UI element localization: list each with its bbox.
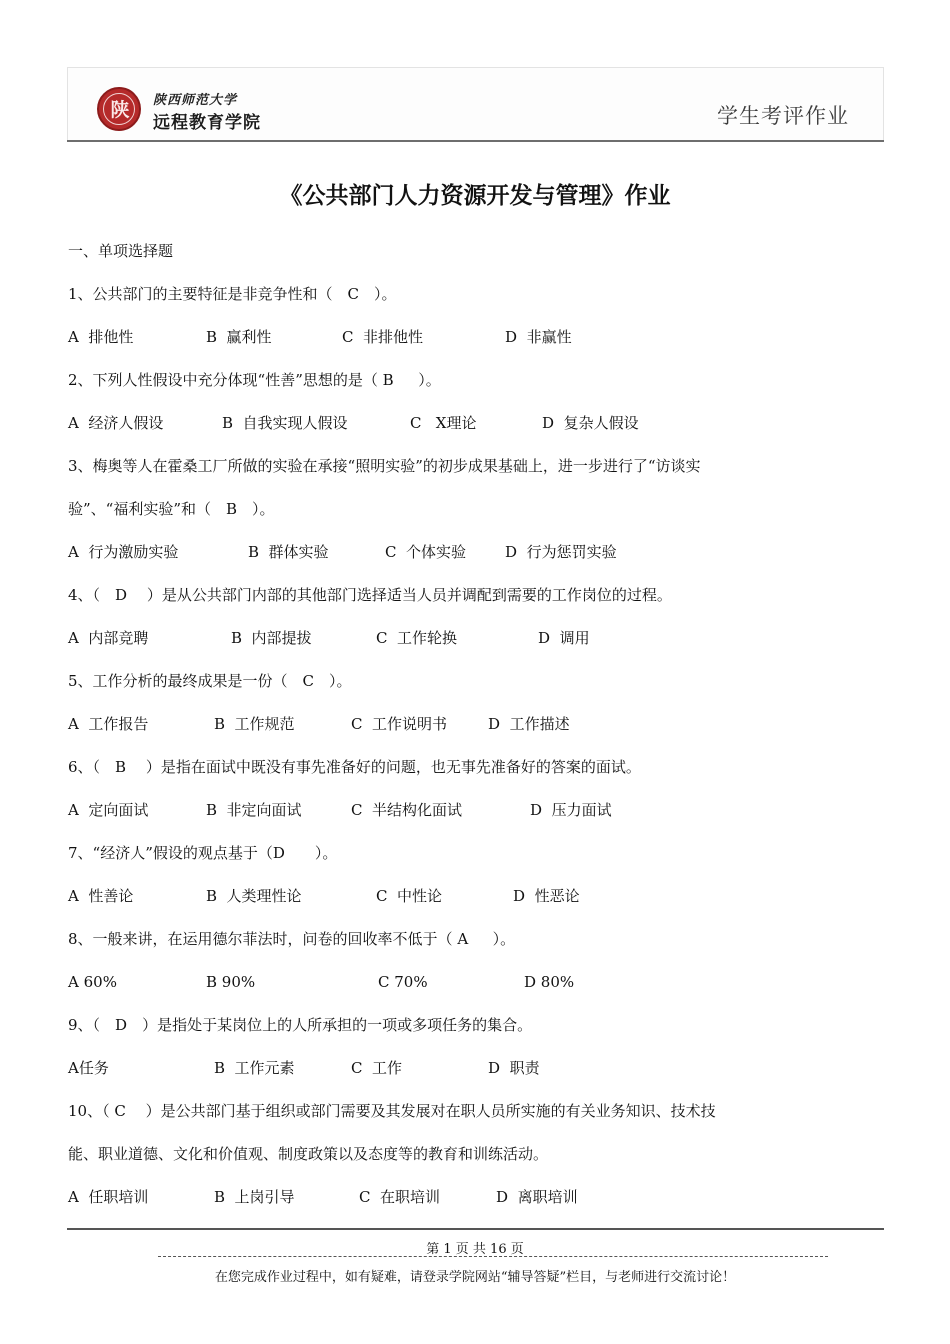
q3-option-a: A 行为激励实验 <box>68 543 179 561</box>
q2-option-d: D 复杂人假设 <box>542 414 639 432</box>
q1-option-b: B 赢利性 <box>206 328 272 346</box>
q1-option-c: C 非排他性 <box>342 328 424 346</box>
footer-dashed-divider <box>158 1256 828 1257</box>
question-1: 1、公共部门的主要特征是非竞争性和（ C ）。 <box>68 285 397 303</box>
document-title: 《公共部门人力资源开发与管理》作业 <box>279 183 671 209</box>
q5-option-b: B 工作规范 <box>214 715 295 733</box>
question-2: 2、下列人性假设中充分体现“性善”思想的是（ B ）。 <box>68 371 441 389</box>
page-number: 第 1 页 共 16 页 <box>426 1242 524 1257</box>
q7-option-b: B 人类理性论 <box>206 887 302 905</box>
q8-option-c: C 70% <box>378 973 428 991</box>
q10-option-a: A 任职培训 <box>68 1188 149 1206</box>
q2-option-b: B 自我实现人假设 <box>222 414 348 432</box>
q3-option-d: D 行为惩罚实验 <box>505 543 617 561</box>
q7-option-c: C 中性论 <box>376 887 443 905</box>
seal-ring <box>103 93 135 125</box>
q8-option-b: B 90% <box>206 973 256 991</box>
q8-option-a: A 60% <box>68 973 117 991</box>
q2-option-c: C X理论 <box>410 414 477 432</box>
document-type: 学生考评作业 <box>717 104 849 128</box>
q9-option-a: A任务 <box>68 1059 109 1077</box>
question-9: 9、（ D ）是指处于某岗位上的人所承担的一项或多项任务的集合。 <box>68 1016 533 1034</box>
seal-character: 陕 <box>110 99 130 121</box>
school-name: 远程教育学院 <box>153 113 261 133</box>
page-header <box>67 67 884 141</box>
q5-option-c: C 工作说明书 <box>351 715 448 733</box>
q9-option-d: D 职责 <box>488 1059 540 1077</box>
q1-option-a: A 排他性 <box>68 328 134 346</box>
university-name: 陕西师范大学 <box>153 93 238 108</box>
q7-option-a: A 性善论 <box>68 887 134 905</box>
question-8: 8、一般来讲，在运用德尔菲法时，问卷的回收率不低于（ A ）。 <box>68 930 516 948</box>
q5-option-a: A 工作报告 <box>68 715 149 733</box>
q4-option-d: D 调用 <box>538 629 590 647</box>
question-3-cont: 验”、“福利实验”和（ B ）。 <box>68 500 275 518</box>
q10-option-d: D 离职培训 <box>496 1188 578 1206</box>
q1-option-d: D 非赢性 <box>505 328 572 346</box>
header-divider <box>67 140 884 142</box>
q10-option-b: B 上岗引导 <box>214 1188 295 1206</box>
question-7: 7、“经济人”假设的观点基于（D ）。 <box>68 844 338 862</box>
footer-divider <box>67 1228 884 1230</box>
question-10-cont: 能、职业道德、文化和价值观、制度政策以及态度等的教育和训练活动。 <box>68 1145 549 1163</box>
question-10: 10、（ C ）是公共部门基于组织或部门需要及其发展对在职人员所实施的有关业务知识、技术技 <box>68 1102 716 1120</box>
q2-option-a: A 经济人假设 <box>68 414 164 432</box>
q6-option-c: C 半结构化面试 <box>351 801 463 819</box>
q3-option-b: B 群体实验 <box>248 543 329 561</box>
q6-option-d: D 压力面试 <box>530 801 612 819</box>
section-heading: 一、单项选择题 <box>68 242 174 260</box>
q6-option-a: A 定向面试 <box>68 801 149 819</box>
q9-option-c: C 工作 <box>351 1059 403 1077</box>
q5-option-d: D 工作描述 <box>488 715 570 733</box>
university-seal-logo <box>97 87 141 131</box>
q6-option-b: B 非定向面试 <box>206 801 302 819</box>
q9-option-b: B 工作元素 <box>214 1059 295 1077</box>
question-3: 3、梅奥等人在霍桑工厂所做的实验在承接“照明实验”的初步成果基础上，进一步进行了“访谈实 <box>68 457 701 475</box>
question-4: 4、（ D ）是从公共部门内部的其他部门选择适当人员并调配到需要的工作岗位的过程。 <box>68 586 672 604</box>
q10-option-c: C 在职培训 <box>359 1188 441 1206</box>
question-5: 5、工作分析的最终成果是一份（ C ）。 <box>68 672 352 690</box>
q4-option-c: C 工作轮换 <box>376 629 458 647</box>
question-6: 6、（ B ）是指在面试中既没有事先准备好的问题，也无事先准备好的答案的面试。 <box>68 758 641 776</box>
q4-option-a: A 内部竞聘 <box>68 629 149 647</box>
q8-option-d: D 80% <box>524 973 575 991</box>
q4-option-b: B 内部提拔 <box>231 629 312 647</box>
footer-note: 在您完成作业过程中，如有疑难，请登录学院网站“辅导答疑”栏目，与老师进行交流讨论！ <box>214 1270 736 1285</box>
q3-option-c: C 个体实验 <box>385 543 467 561</box>
q7-option-d: D 性恶论 <box>513 887 580 905</box>
